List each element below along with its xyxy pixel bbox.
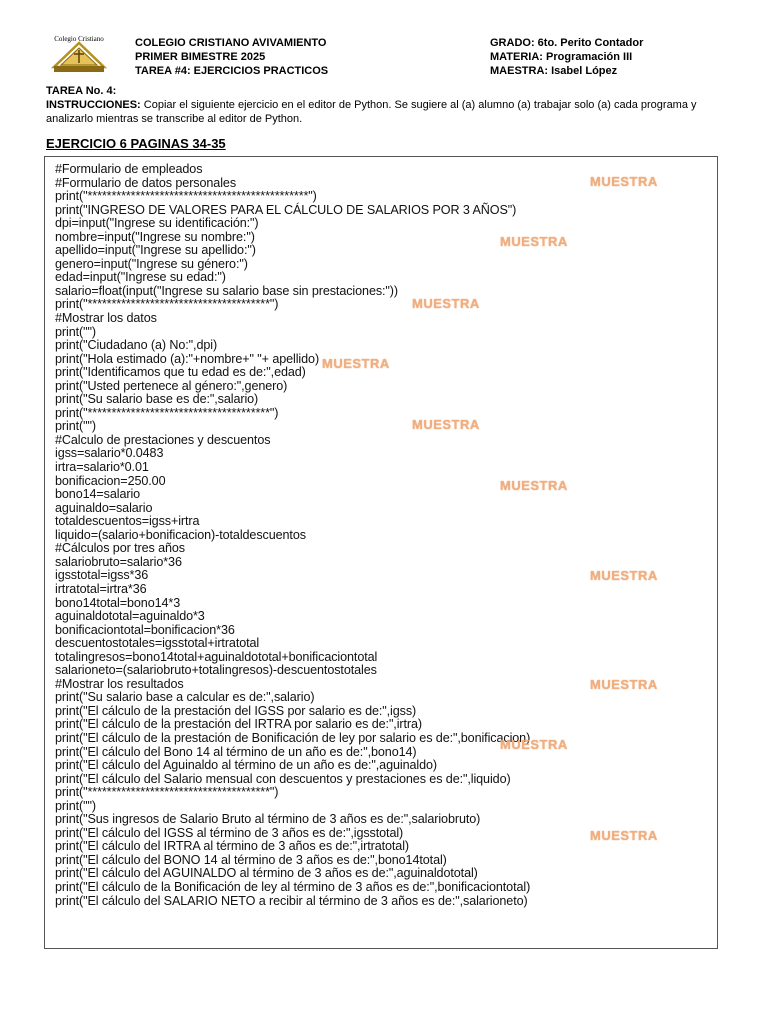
code-line: irtratotal=irtra*36 xyxy=(55,581,147,596)
watermark: MUESTRA xyxy=(590,677,658,692)
grade: GRADO: 6to. Perito Contador xyxy=(490,37,644,49)
code-line: print("INGRESO DE VALORES PARA EL CÁLCULO DE SALARIOS POR 3 AÑOS") xyxy=(55,202,517,217)
code-line: edad=input("Ingrese su edad:") xyxy=(55,270,226,285)
code-line: print("Su salario base a calcular es de:",salario) xyxy=(55,690,315,705)
code-line: #Calculo de prestaciones y descuentos xyxy=(55,432,271,447)
code-line: bono14total=bono14*3 xyxy=(55,595,181,610)
watermark: MUESTRA xyxy=(412,417,480,432)
code-line: print("El cálculo de la prestación del IRTRA por salario es de:",irtra) xyxy=(55,717,422,732)
code-line: bono14=salario xyxy=(55,487,141,502)
code-line: apellido=input("Ingrese su apellido:") xyxy=(55,243,256,258)
code-line: genero=input("Ingrese su género:") xyxy=(55,256,248,271)
code-line: print("El cálculo del IRTRA al término de 3 años es de:",irtratotal) xyxy=(55,839,409,854)
code-listing xyxy=(55,163,530,908)
code-line: irtra=salario*0.01 xyxy=(55,460,149,475)
code-line: aguinaldototal=aguinaldo*3 xyxy=(55,609,205,624)
code-line: print("") xyxy=(55,798,96,813)
instructions-label: INSTRUCCIONES: xyxy=(46,99,141,111)
code-line: bonificaciontotal=bonificacion*36 xyxy=(55,622,235,637)
code-line: print("El cálculo del SALARIO NETO a recibir al término de 3 años es de:",salarioneto) xyxy=(55,893,528,908)
code-line: print("El cálculo del AGUINALDO al término de 3 años es de:",aguinaldototal) xyxy=(55,866,478,881)
code-line: salarioneto=(salariobruto+totalingresos)-descuentostotales xyxy=(55,663,377,678)
code-line: print("") xyxy=(55,324,96,339)
code-line: print("El cálculo del BONO 14 al término de 3 años es de:",bono14total) xyxy=(55,852,447,867)
instructions xyxy=(46,98,726,126)
code-line: #Cálculos por tres años xyxy=(55,541,186,556)
code-line: print("El cálculo de la prestación de Bonificación de ley por salario es de:",bonificacion) xyxy=(55,730,531,745)
teacher: MAESTRA: Isabel López xyxy=(490,65,618,77)
code-line: nombre=input("Ingrese su nombre:") xyxy=(55,229,255,244)
code-line: #Mostrar los datos xyxy=(55,311,157,326)
assignment-title: TAREA No. 4: xyxy=(46,85,117,97)
watermark: MUESTRA xyxy=(590,568,658,583)
code-line: #Formulario de empleados xyxy=(55,162,203,176)
code-line: print("**************************************") xyxy=(55,297,279,312)
code-line: totaldescuentos=igss+irtra xyxy=(55,514,200,529)
period: PRIMER BIMESTRE 2025 xyxy=(135,51,266,63)
watermark: MUESTRA xyxy=(590,828,658,843)
school-name: COLEGIO CRISTIANO AVIVAMIENTO xyxy=(135,37,327,49)
exercise-title: EJERCICIO 6 PAGINAS 34-35 xyxy=(46,136,226,151)
code-line: print("Su salario base es de:",salario) xyxy=(55,392,259,407)
instructions-text: Copiar el siguiente ejercicio en el editor de Python. Se sugiere al (a) alumno (a) trabajar solo (a) cada programa y analizarlo mientras se transcribe al editor de Python. xyxy=(46,99,697,125)
code-line: totalingresos=bono14total+aguinaldototal+bonificaciontotal xyxy=(55,649,378,664)
watermark: MUESTRA xyxy=(322,356,390,371)
watermark: MUESTRA xyxy=(590,174,658,189)
code-line: print("Hola estimado (a):"+nombre+" "+ apellido) xyxy=(55,351,320,366)
code-line: liquido=(salario+bonificacion)-totaldescuentos xyxy=(55,527,306,542)
watermark: MUESTRA xyxy=(412,296,480,311)
code-line: print("**************************************") xyxy=(55,785,279,800)
code-line: #Mostrar los resultados xyxy=(55,676,184,691)
code-line: print("El cálculo de la Bonificación de ley al término de 3 años es de:",bonificaciontotal) xyxy=(55,879,531,894)
code-line: print("El cálculo del Salario mensual con descuentos y prestaciones es de:",liquido) xyxy=(55,771,511,786)
code-line: salario=float(input("Ingrese su salario base sin prestaciones:")) xyxy=(55,283,398,298)
code-line: #Formulario de datos personales xyxy=(55,175,237,190)
header-left xyxy=(135,36,328,78)
code-line: aguinaldo=salario xyxy=(55,500,153,515)
code-line: igsstotal=igss*36 xyxy=(55,568,149,583)
code-line: print("**************************************") xyxy=(55,405,279,420)
code-line: print("**********************************************") xyxy=(55,189,317,204)
code-line: print("El cálculo del IGSS al término de 3 años es de:",igsstotal) xyxy=(55,825,404,840)
code-line: print("") xyxy=(55,419,96,434)
watermark: MUESTRA xyxy=(500,234,568,249)
logo-text: Colegio Cristiano xyxy=(54,35,104,43)
code-line: dpi=input("Ingrese su identificación:") xyxy=(55,216,259,231)
code-line: print("El cálculo de la prestación del IGSS por salario es de:",igss) xyxy=(55,703,417,718)
code-line: igss=salario*0.0483 xyxy=(55,446,164,461)
task-label: TAREA #4: EJERCICIOS PRACTICOS xyxy=(135,65,329,77)
code-line: bonificacion=250.00 xyxy=(55,473,166,488)
watermark: MUESTRA xyxy=(500,737,568,752)
subject: MATERIA: Programación III xyxy=(490,51,633,63)
code-line: print("Ciudadano (a) No:",dpi) xyxy=(55,338,218,353)
code-line: print("Identificamos que tu edad es de:",edad) xyxy=(55,365,306,380)
code-line: print("Usted pertenece al género:",genero) xyxy=(55,378,288,393)
code-line: print("El cálculo del Bono 14 al término de un año es de:",bono14) xyxy=(55,744,417,759)
code-line: salariobruto=salario*36 xyxy=(55,554,182,569)
school-logo xyxy=(48,34,110,74)
code-line: descuentostotales=igsstotal+irtratotal xyxy=(55,636,260,651)
code-box xyxy=(44,156,718,949)
code-line: print("El cálculo del Aguinaldo al término de un año es de:",aguinaldo) xyxy=(55,758,438,773)
code-line: print("Sus ingresos de Salario Bruto al término de 3 años es de:",salariobruto) xyxy=(55,812,481,827)
header-right xyxy=(490,36,643,78)
watermark: MUESTRA xyxy=(500,478,568,493)
